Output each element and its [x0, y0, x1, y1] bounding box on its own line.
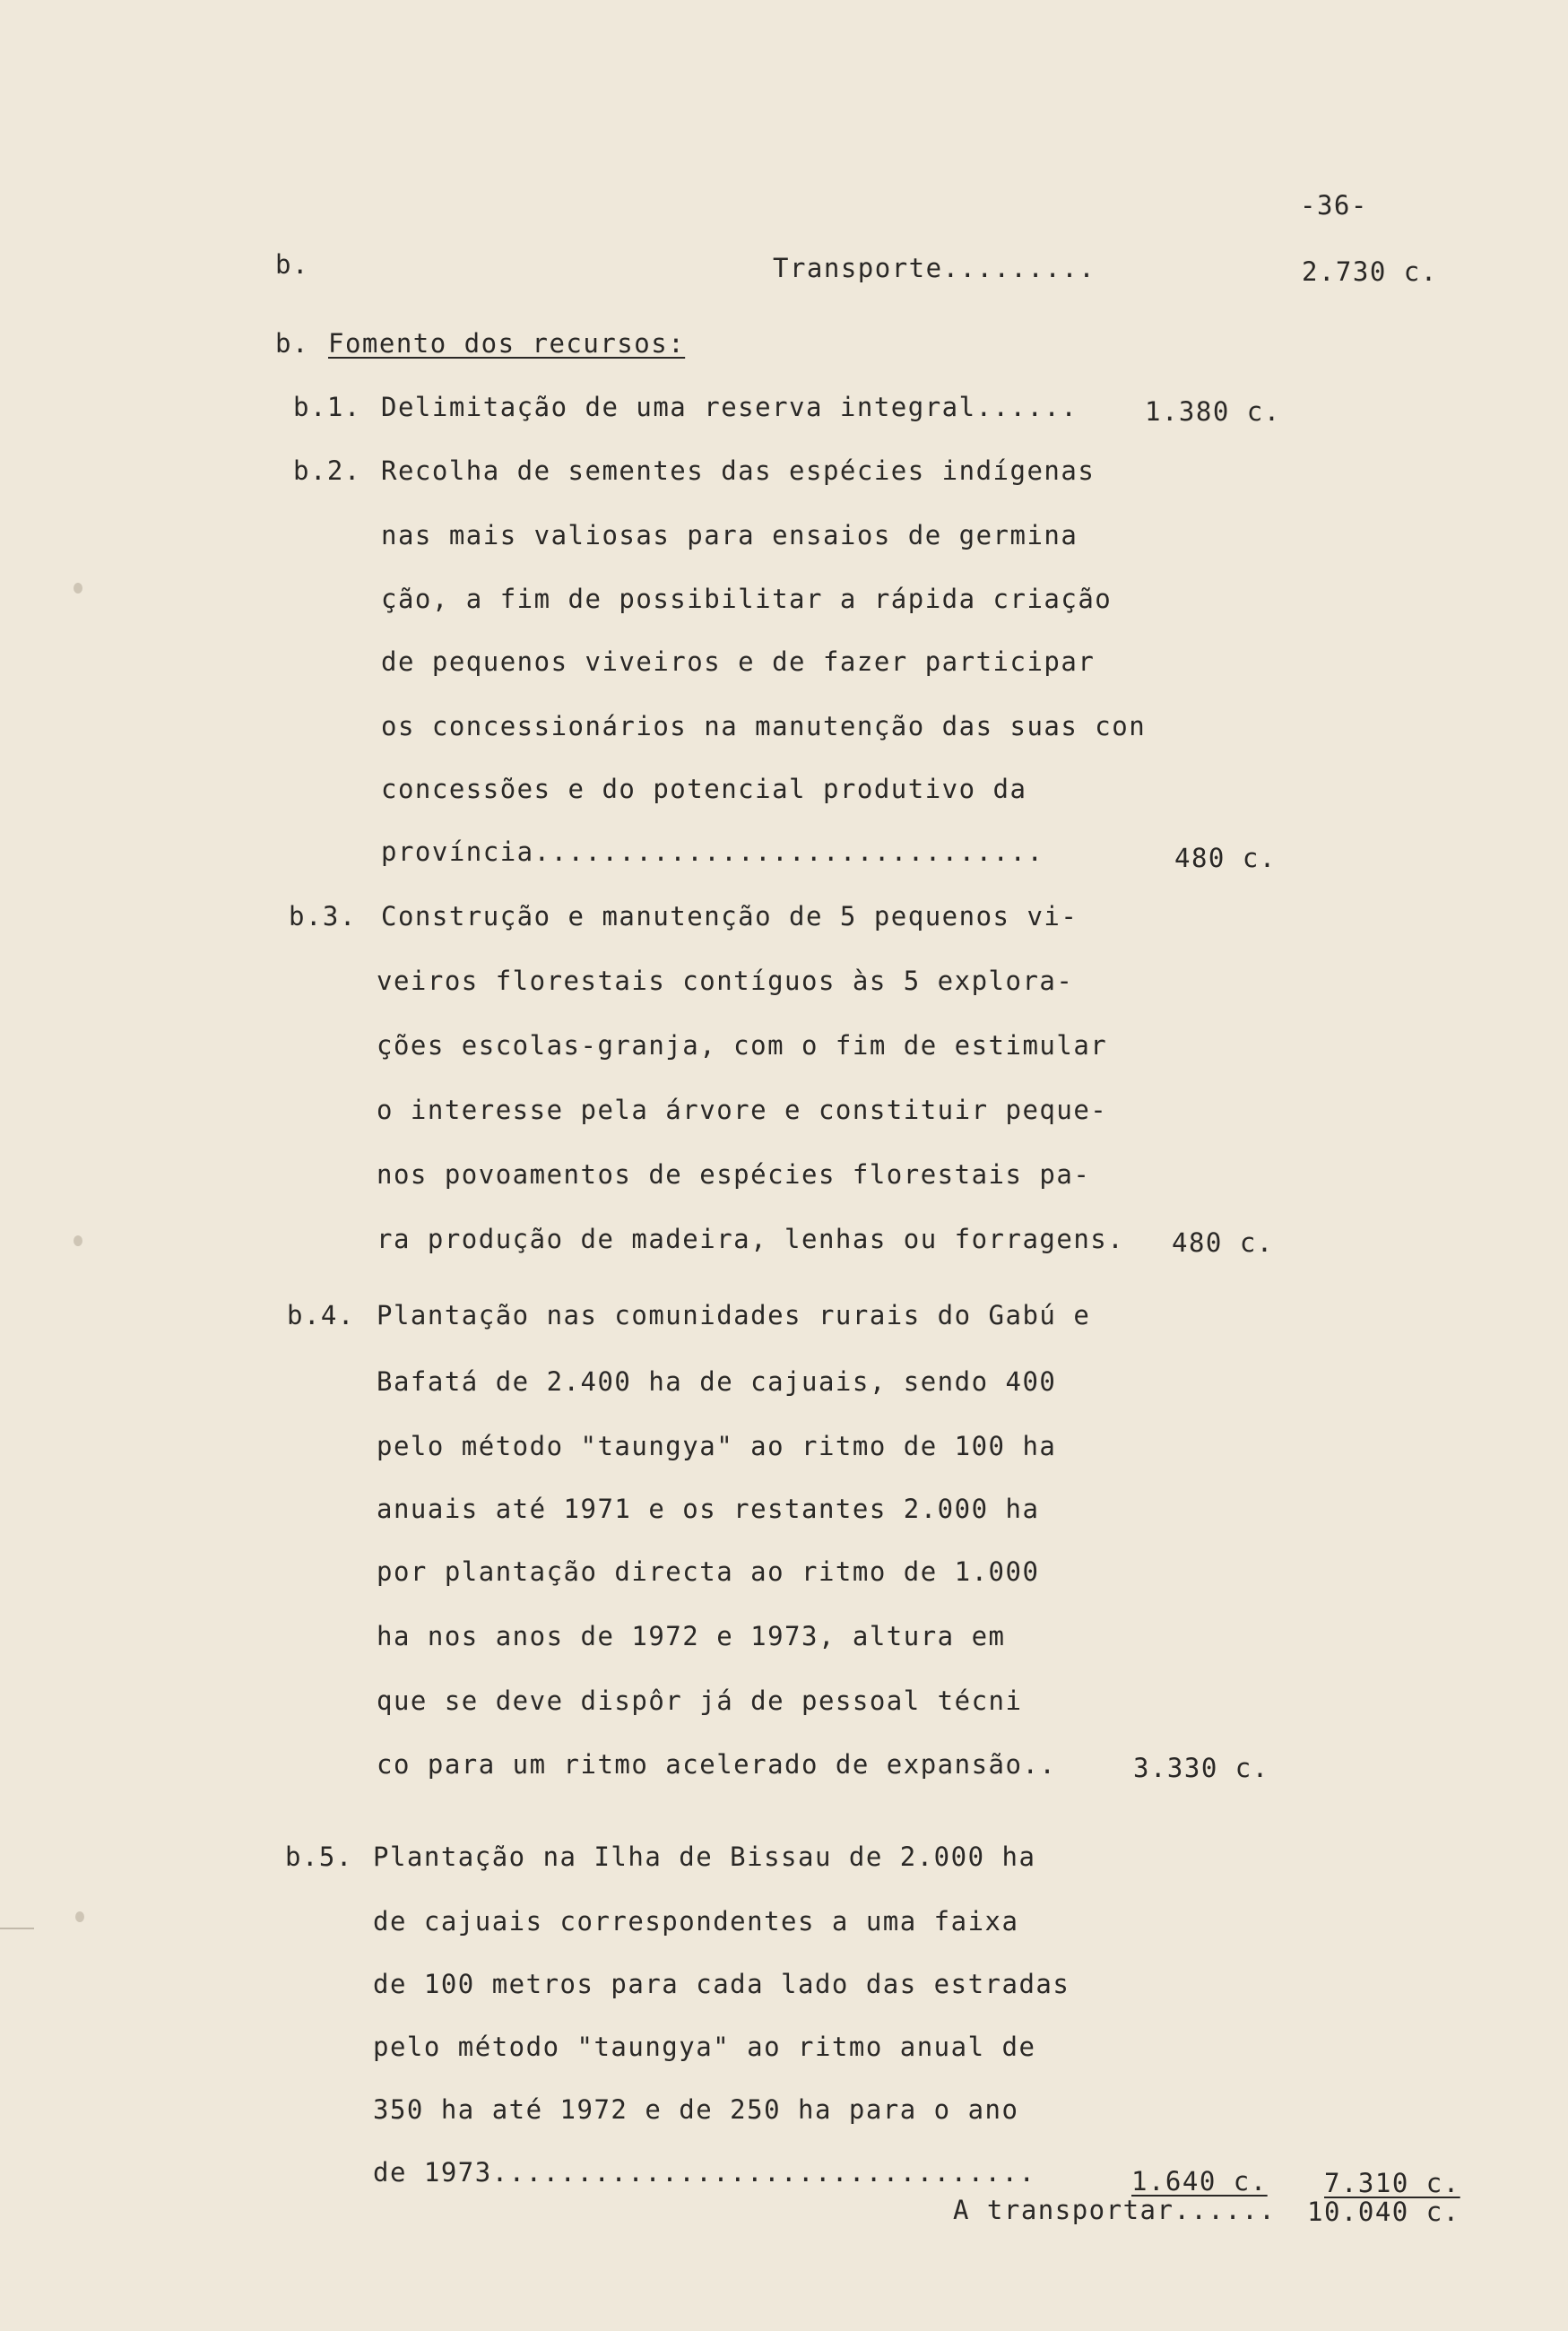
item-line: co para um ritmo acelerado de expansão..	[377, 1749, 1057, 1780]
item-line: província..............................	[381, 836, 1044, 867]
item-line: concessões e do potencial produtivo da	[381, 774, 1027, 804]
item-label: b.1.	[293, 392, 361, 422]
item-line: pelo método "taungya" ao ritmo de 100 ha	[377, 1431, 1057, 1461]
item-amount: 3.330 c.	[1133, 1753, 1269, 1783]
item-label: b.4.	[287, 1300, 355, 1330]
item-amount: 1.640 c.	[1131, 2166, 1268, 2197]
item-label: b.5.	[285, 1841, 353, 1872]
item-label: b.2.	[293, 455, 361, 486]
subtotal-amount: 7.310 c.	[1324, 2168, 1460, 2198]
item-line: de 1973................................	[373, 2157, 1036, 2188]
item-line: de pequenos viveiros e de fazer participar	[381, 646, 1096, 677]
item-line: ção, a fim de possibilitar a rápida criação	[381, 584, 1113, 614]
margin-stroke	[0, 1928, 34, 1929]
punch-hole-mark	[75, 1911, 84, 1922]
item-amount: 480 c.	[1174, 843, 1277, 873]
section-letter: b.	[275, 328, 309, 359]
item-line: Delimitação de uma reserva integral......	[381, 392, 1079, 422]
item-line: os concessionários na manutenção das suas con	[381, 711, 1147, 741]
item-line: ra produção de madeira, lenhas ou forragens.	[377, 1224, 1125, 1254]
item-line: Recolha de sementes das espécies indígenas	[381, 455, 1096, 486]
carry-label: b.	[275, 249, 309, 280]
carry-over-text: A transportar......	[953, 2195, 1277, 2225]
item-line: nas mais valiosas para ensaios de germina	[381, 520, 1079, 550]
item-line: ha nos anos de 1972 e 1973, altura em	[377, 1621, 1006, 1651]
item-line: de cajuais correspondentes a uma faixa	[373, 1906, 1019, 1937]
section-title: Fomento dos recursos:	[328, 328, 686, 359]
item-line: anuais até 1971 e os restantes 2.000 ha	[377, 1494, 1040, 1524]
item-amount: 1.380 c.	[1145, 396, 1281, 427]
item-line: de 100 metros para cada lado das estradas	[373, 1969, 1070, 1999]
item-line: Plantação nas comunidades rurais do Gabú e	[377, 1300, 1091, 1330]
item-line: pelo método "taungya" ao ritmo anual de	[373, 2032, 1036, 2062]
item-line: o interesse pela árvore e constituir peque-	[377, 1095, 1108, 1125]
item-line: por plantação directa ao ritmo de 1.000	[377, 1556, 1040, 1587]
item-line: Bafatá de 2.400 ha de cajuais, sendo 400	[377, 1366, 1057, 1397]
punch-hole-mark	[74, 583, 82, 594]
item-line: 350 ha até 1972 e de 250 ha para o ano	[373, 2094, 1019, 2125]
item-line: que se deve dispôr já de pessoal técni	[377, 1685, 1023, 1716]
page-number: -36-	[1300, 190, 1368, 221]
item-line: nos povoamentos de espécies florestais pa-	[377, 1159, 1091, 1190]
carry-over-amount: 10.040 c.	[1307, 2197, 1460, 2227]
punch-hole-mark	[74, 1235, 82, 1246]
item-line: veiros florestais contíguos às 5 explora-	[377, 966, 1074, 996]
carry-forward-text: Transporte.........	[773, 253, 1096, 283]
item-line: ções escolas-granja, com o fim de estimular	[377, 1030, 1108, 1061]
item-label: b.3.	[289, 901, 357, 932]
carry-forward-amount: 2.730 c.	[1302, 256, 1438, 287]
item-line: Plantação na Ilha de Bissau de 2.000 ha	[373, 1841, 1036, 1872]
item-line: Construção e manutenção de 5 pequenos vi-	[381, 901, 1079, 932]
item-amount: 480 c.	[1172, 1227, 1274, 1258]
